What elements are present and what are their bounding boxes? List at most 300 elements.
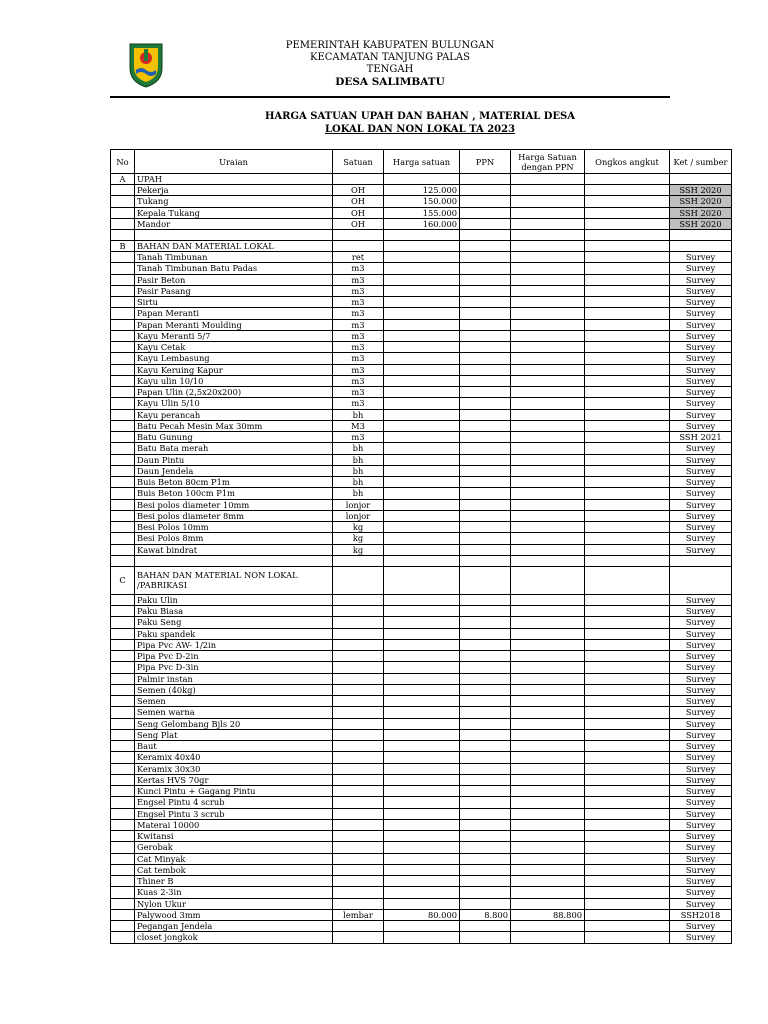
row-harga-ppn: [511, 263, 585, 274]
row-harga-ppn: [511, 932, 585, 943]
table-row: [111, 364, 732, 375]
row-satuan: [333, 696, 384, 707]
table-row: [111, 319, 732, 330]
row-ongkos: [585, 330, 670, 341]
table-row: [111, 398, 732, 409]
row-uraian: Besi polos diameter 8mm: [135, 510, 333, 521]
row-harga-ppn: [511, 696, 585, 707]
row-ppn: 8.800: [460, 909, 511, 920]
row-ongkos: [585, 651, 670, 662]
col-header-uraian: Uraian: [135, 150, 333, 174]
row-ongkos: [585, 398, 670, 409]
row-harga-ppn: [511, 673, 585, 684]
row-ket: Survey: [670, 673, 732, 684]
row-harga-ppn: [511, 533, 585, 544]
row-harga: [384, 628, 460, 639]
row-ket: Survey: [670, 876, 732, 887]
row-harga-ppn: [511, 729, 585, 740]
row-satuan: m3: [333, 330, 384, 341]
row-uraian: Besi Polos 10mm: [135, 522, 333, 533]
row-ppn: [460, 831, 511, 842]
row-no: [111, 909, 135, 920]
row-no: [111, 375, 135, 386]
row-ppn: [460, 774, 511, 785]
row-ket: Survey: [670, 443, 732, 454]
table-row: [111, 887, 732, 898]
table-row: [111, 263, 732, 274]
row-harga-ppn: [511, 510, 585, 521]
row-ket: Survey: [670, 819, 732, 830]
row-harga-ppn: [511, 342, 585, 353]
row-no: [111, 387, 135, 398]
table-row: [111, 285, 732, 296]
row-ppn: [460, 263, 511, 274]
row-no: [111, 477, 135, 488]
empty-cell: [333, 241, 384, 252]
row-harga-ppn: [511, 387, 585, 398]
table-row: [111, 409, 732, 420]
row-uraian: Kayu Cetak: [135, 342, 333, 353]
table-row: [111, 853, 732, 864]
letterhead-line-1: PEMERINTAH KABUPATEN BULUNGAN: [285, 40, 495, 51]
row-ket: Survey: [670, 606, 732, 617]
row-no: [111, 196, 135, 207]
row-no: [111, 465, 135, 476]
row-ket: Survey: [670, 932, 732, 943]
row-ongkos: [585, 606, 670, 617]
row-ket: Survey: [670, 308, 732, 319]
row-ket: Survey: [670, 718, 732, 729]
table-row: [111, 443, 732, 454]
row-no: [111, 639, 135, 650]
empty-cell: [384, 566, 460, 594]
row-ongkos: [585, 774, 670, 785]
row-ket: Survey: [670, 252, 732, 263]
row-no: [111, 398, 135, 409]
row-harga: [384, 831, 460, 842]
row-no: [111, 522, 135, 533]
letterhead-line-2: KECAMATAN TANJUNG PALAS: [309, 52, 471, 63]
row-ket: Survey: [670, 274, 732, 285]
row-uraian: Materai 10000: [135, 819, 333, 830]
row-ket: Survey: [670, 488, 732, 499]
row-no: [111, 684, 135, 695]
row-uraian: Buis Beton 80cm P1m: [135, 477, 333, 488]
row-no: [111, 696, 135, 707]
row-harga-ppn: [511, 364, 585, 375]
row-ket: SSH 2021: [670, 432, 732, 443]
row-satuan: [333, 876, 384, 887]
row-harga: [384, 465, 460, 476]
row-no: [111, 420, 135, 431]
empty-cell: [585, 566, 670, 594]
row-ppn: [460, 628, 511, 639]
row-ongkos: [585, 718, 670, 729]
row-harga-ppn: [511, 454, 585, 465]
row-satuan: OH: [333, 207, 384, 218]
row-ket: Survey: [670, 921, 732, 932]
table-row: [111, 932, 732, 943]
empty-cell: [511, 230, 585, 241]
table-row: [111, 797, 732, 808]
row-uraian: Mandor: [135, 218, 333, 229]
table-row: [111, 774, 732, 785]
row-satuan: m3: [333, 319, 384, 330]
row-uraian: Baut: [135, 741, 333, 752]
section-number: A: [111, 174, 135, 185]
row-ongkos: [585, 285, 670, 296]
row-ongkos: [585, 420, 670, 431]
row-ppn: [460, 639, 511, 650]
row-ongkos: [585, 898, 670, 909]
row-satuan: [333, 763, 384, 774]
row-satuan: [333, 819, 384, 830]
row-no: [111, 544, 135, 555]
row-ket: Survey: [670, 729, 732, 740]
table-row: [111, 196, 732, 207]
row-ppn: [460, 510, 511, 521]
row-ket: Survey: [670, 684, 732, 695]
row-ket: Survey: [670, 651, 732, 662]
empty-cell: [333, 566, 384, 594]
row-no: [111, 218, 135, 229]
row-satuan: bh: [333, 488, 384, 499]
row-ppn: [460, 864, 511, 875]
row-no: [111, 876, 135, 887]
empty-cell: [511, 241, 585, 252]
row-ppn: [460, 842, 511, 853]
table-row: [111, 330, 732, 341]
empty-cell: [460, 241, 511, 252]
row-ket: Survey: [670, 662, 732, 673]
row-ket: Survey: [670, 594, 732, 605]
empty-cell: [460, 555, 511, 566]
row-no: [111, 729, 135, 740]
row-no: [111, 932, 135, 943]
row-ongkos: [585, 342, 670, 353]
document-title-line-2: LOKAL DAN NON LOKAL TA 2023: [324, 124, 516, 135]
row-ongkos: [585, 819, 670, 830]
empty-cell: [460, 174, 511, 185]
col-header-satuan: Satuan: [333, 150, 384, 174]
row-ppn: [460, 932, 511, 943]
row-harga-ppn: [511, 218, 585, 229]
row-no: [111, 819, 135, 830]
row-harga-ppn: [511, 741, 585, 752]
row-harga: [384, 342, 460, 353]
row-no: [111, 185, 135, 196]
row-no: [111, 831, 135, 842]
row-ongkos: [585, 707, 670, 718]
col-header-ongkos: Ongkos angkut: [585, 150, 670, 174]
row-harga-ppn: [511, 465, 585, 476]
row-satuan: OH: [333, 185, 384, 196]
row-harga: [384, 319, 460, 330]
table-row: [111, 864, 732, 875]
row-ppn: [460, 606, 511, 617]
row-ppn: [460, 387, 511, 398]
row-ppn: [460, 876, 511, 887]
row-ket: Survey: [670, 628, 732, 639]
row-ket: SSH 2020: [670, 218, 732, 229]
row-uraian: Kayu ulin 10/10: [135, 375, 333, 386]
row-no: [111, 864, 135, 875]
row-harga: [384, 544, 460, 555]
row-uraian: Papan Ulin (2,5x20x200): [135, 387, 333, 398]
row-satuan: [333, 752, 384, 763]
row-ongkos: [585, 729, 670, 740]
row-ket: Survey: [670, 639, 732, 650]
row-satuan: OH: [333, 218, 384, 229]
table-row: [111, 606, 732, 617]
row-ppn: [460, 207, 511, 218]
row-ppn: [460, 488, 511, 499]
table-row: [111, 876, 732, 887]
row-ongkos: [585, 696, 670, 707]
row-ppn: [460, 477, 511, 488]
row-harga: [384, 398, 460, 409]
row-uraian: Paku Seng: [135, 617, 333, 628]
row-ppn: [460, 398, 511, 409]
table-row: [111, 353, 732, 364]
row-uraian: Kayu Ulin 5/10: [135, 398, 333, 409]
row-harga: [384, 718, 460, 729]
row-ppn: [460, 763, 511, 774]
row-ppn: [460, 696, 511, 707]
row-ongkos: [585, 662, 670, 673]
row-ongkos: [585, 319, 670, 330]
row-harga: [384, 297, 460, 308]
row-uraian: Batu Bata merah: [135, 443, 333, 454]
row-harga: [384, 887, 460, 898]
row-harga-ppn: [511, 330, 585, 341]
row-ppn: [460, 898, 511, 909]
row-satuan: m3: [333, 387, 384, 398]
letterhead-divider: [110, 96, 670, 98]
row-ket: Survey: [670, 763, 732, 774]
row-ket: Survey: [670, 364, 732, 375]
row-ongkos: [585, 909, 670, 920]
row-harga: [384, 707, 460, 718]
row-ket: Survey: [670, 544, 732, 555]
table-row: [111, 909, 732, 920]
section-number: B: [111, 241, 135, 252]
row-harga: [384, 522, 460, 533]
row-harga-ppn: [511, 808, 585, 819]
row-harga: [384, 673, 460, 684]
empty-cell: [511, 566, 585, 594]
row-harga: [384, 252, 460, 263]
row-harga-ppn: [511, 898, 585, 909]
row-harga-ppn: [511, 763, 585, 774]
row-satuan: [333, 707, 384, 718]
row-no: [111, 207, 135, 218]
row-no: [111, 651, 135, 662]
row-ongkos: [585, 684, 670, 695]
row-ket: Survey: [670, 831, 732, 842]
row-no: [111, 285, 135, 296]
row-uraian: Besi Polos 8mm: [135, 533, 333, 544]
table-row: [111, 432, 732, 443]
row-ppn: [460, 342, 511, 353]
row-no: [111, 808, 135, 819]
row-uraian: Kwitansi: [135, 831, 333, 842]
row-no: [111, 297, 135, 308]
row-harga-ppn: [511, 819, 585, 830]
price-table: [110, 149, 732, 944]
row-ongkos: [585, 499, 670, 510]
row-uraian: Tanah Timbunan: [135, 252, 333, 263]
col-header-no: No: [111, 150, 135, 174]
row-ppn: [460, 684, 511, 695]
row-ongkos: [585, 522, 670, 533]
table-row: [111, 673, 732, 684]
table-row: [111, 696, 732, 707]
row-harga-ppn: [511, 662, 585, 673]
row-no: [111, 594, 135, 605]
row-harga-ppn: [511, 864, 585, 875]
row-satuan: [333, 898, 384, 909]
row-ongkos: [585, 864, 670, 875]
row-satuan: kg: [333, 533, 384, 544]
row-harga: [384, 409, 460, 420]
document-title: [200, 110, 640, 136]
row-no: [111, 853, 135, 864]
row-uraian: Semen (40kg): [135, 684, 333, 695]
row-satuan: [333, 729, 384, 740]
empty-cell: [111, 555, 135, 566]
row-uraian: closet jongkok: [135, 932, 333, 943]
row-harga-ppn: [511, 628, 585, 639]
row-uraian: Engsel Pintu 3 scrub: [135, 808, 333, 819]
row-harga: [384, 921, 460, 932]
table-row: [111, 308, 732, 319]
row-ongkos: [585, 454, 670, 465]
empty-cell: [585, 174, 670, 185]
row-harga: [384, 420, 460, 431]
row-ongkos: [585, 196, 670, 207]
row-harga: [384, 853, 460, 864]
row-ongkos: [585, 808, 670, 819]
table-row: [111, 662, 732, 673]
table-row: [111, 454, 732, 465]
row-ppn: [460, 533, 511, 544]
row-ket: SSH 2020: [670, 185, 732, 196]
row-ppn: [460, 196, 511, 207]
section-header-row: [111, 174, 732, 185]
empty-cell: [585, 230, 670, 241]
row-harga: [384, 364, 460, 375]
row-no: [111, 263, 135, 274]
row-satuan: m3: [333, 353, 384, 364]
table-row: [111, 628, 732, 639]
empty-cell: [111, 230, 135, 241]
row-harga-ppn: [511, 876, 585, 887]
row-ket: Survey: [670, 499, 732, 510]
row-ket: Survey: [670, 533, 732, 544]
table-row: [111, 185, 732, 196]
empty-cell: [670, 174, 732, 185]
row-ppn: [460, 887, 511, 898]
row-harga: [384, 488, 460, 499]
row-satuan: [333, 741, 384, 752]
row-harga-ppn: [511, 651, 585, 662]
row-uraian: Batu Pecah Mesin Max 30mm: [135, 420, 333, 431]
row-satuan: [333, 864, 384, 875]
row-satuan: [333, 808, 384, 819]
table-row: [111, 684, 732, 695]
row-harga: [384, 375, 460, 386]
row-no: [111, 342, 135, 353]
row-uraian: Semen: [135, 696, 333, 707]
col-header-harga: Harga satuan: [384, 150, 460, 174]
row-ppn: [460, 921, 511, 932]
row-no: [111, 510, 135, 521]
section-header-row: [111, 566, 732, 594]
row-uraian: Kepala Tukang: [135, 207, 333, 218]
row-harga: [384, 932, 460, 943]
row-harga: [384, 808, 460, 819]
table-row: [111, 808, 732, 819]
row-harga-ppn: [511, 432, 585, 443]
row-harga-ppn: [511, 398, 585, 409]
row-ongkos: [585, 831, 670, 842]
row-harga: [384, 274, 460, 285]
row-ongkos: [585, 218, 670, 229]
table-row: [111, 842, 732, 853]
table-row: [111, 639, 732, 650]
row-ppn: [460, 617, 511, 628]
row-harga-ppn: [511, 544, 585, 555]
row-ppn: [460, 252, 511, 263]
row-satuan: [333, 628, 384, 639]
empty-cell: [384, 230, 460, 241]
empty-cell: [384, 555, 460, 566]
row-harga-ppn: [511, 842, 585, 853]
row-no: [111, 409, 135, 420]
row-uraian: Engsel Pintu 4 scrub: [135, 797, 333, 808]
spacer-row: [111, 555, 732, 566]
row-harga-ppn: [511, 752, 585, 763]
row-no: [111, 319, 135, 330]
row-ongkos: [585, 921, 670, 932]
row-satuan: m3: [333, 432, 384, 443]
row-ppn: [460, 330, 511, 341]
row-ppn: [460, 741, 511, 752]
table-row: [111, 741, 732, 752]
row-uraian: Seng Plat: [135, 729, 333, 740]
row-no: [111, 887, 135, 898]
row-uraian: Pekerja: [135, 185, 333, 196]
row-harga-ppn: [511, 707, 585, 718]
row-uraian: Palywood 3mm: [135, 909, 333, 920]
table-row: [111, 420, 732, 431]
row-ppn: [460, 544, 511, 555]
table-row: [111, 274, 732, 285]
row-ongkos: [585, 510, 670, 521]
table-row: [111, 297, 732, 308]
row-harga-ppn: [511, 887, 585, 898]
row-satuan: [333, 718, 384, 729]
row-uraian: Tanah Timbunan Batu Padas: [135, 263, 333, 274]
row-ppn: [460, 319, 511, 330]
row-uraian: Pasir Beton: [135, 274, 333, 285]
row-satuan: [333, 673, 384, 684]
row-uraian: Cat Minyak: [135, 853, 333, 864]
row-no: [111, 774, 135, 785]
row-satuan: kg: [333, 522, 384, 533]
row-uraian: Kayu Keruing Kapur: [135, 364, 333, 375]
